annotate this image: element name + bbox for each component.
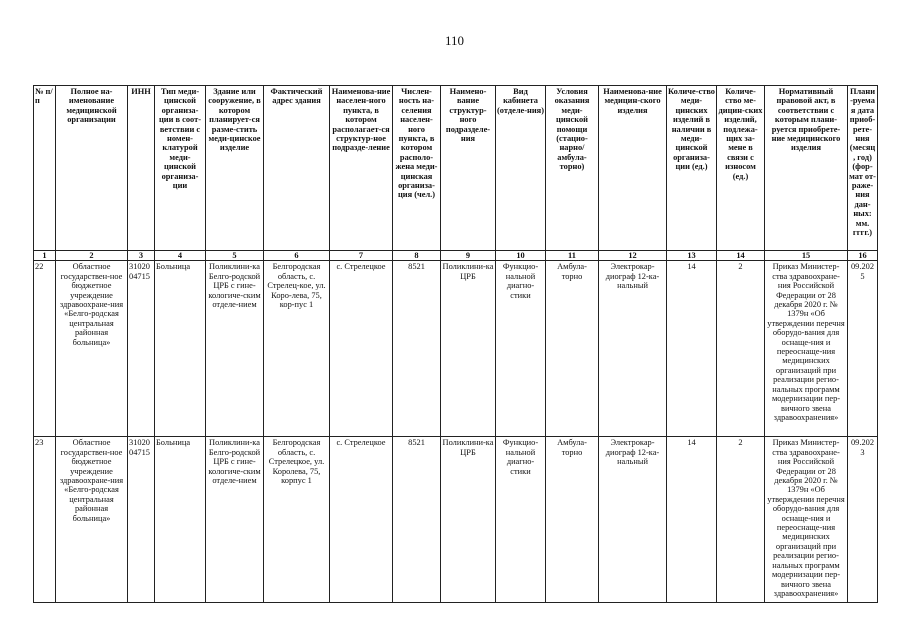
qty-replace: 2 <box>717 261 765 437</box>
header-cell: Наименова-ние медицин-ского изделия <box>599 86 667 251</box>
legal-act: Приказ Министер-ства здравоохране-ния Российской Федерации от 28 декабря 2020 г. № 1379н «Об утверждении перечня оборудо-вания для оснаще-ния и переоснаще-ния медицинских организаций при реализации регио-нальных программ модернизации пер-вичного звена здравоохранения» <box>765 261 848 437</box>
header-cell: Здание или сооружение, в котором планирует-ся разме-стить меди-цинское изделие <box>206 86 264 251</box>
settlement: с. Стрелецкое <box>330 437 393 603</box>
cabinet-type: Функцио-нальной диагно-стики <box>496 437 546 603</box>
header-cell: Наименова-ние населен-ного пункта, в котором располагает-ся структур-ное подразде-ление <box>330 86 393 251</box>
address: Белгородская область, с. Стрелец-кое, ул. Коро-лева, 75, кор-пус 1 <box>264 261 330 437</box>
column-number: 14 <box>717 251 765 261</box>
column-number: 7 <box>330 251 393 261</box>
row-number: 22 <box>34 261 56 437</box>
header-row <box>34 86 878 251</box>
care-conditions: Амбула-торно <box>546 261 599 437</box>
legal-act: Приказ Министер-ства здравоохране-ния Российской Федерации от 28 декабря 2020 г. № 1379н «Об утверждении перечня оборудо-вания для оснаще-ния и переоснаще-ния медицинских организаций при реализации регио-нальных программ модернизации пер-вичного звена здравоохранения» <box>765 437 848 603</box>
header-cell: Плани-руемая дата приоб-рете-ния (месяц, год) (фор-мат от-раже-ния дан-ных: мм. гггг.) <box>848 86 878 251</box>
column-number-row <box>34 251 878 261</box>
organization-type: Больница <box>155 261 206 437</box>
header-cell: Полное на-именование медицинской организации <box>56 86 128 251</box>
column-number: 1 <box>34 251 56 261</box>
header-cell: Нормативный правовой акт, в соответствии с которым плани-руется приобрете-ние медицинского изделия <box>765 86 848 251</box>
header-cell: Условия оказания меди-цинской помощи (стацио-нарно/ амбула-торно) <box>546 86 599 251</box>
table-row <box>34 437 878 603</box>
population: 8521 <box>393 261 441 437</box>
organization-type: Больница <box>155 437 206 603</box>
building: Поликлини-ка Белго-родской ЦРБ с гине-кологиче-ским отделе-нием <box>206 437 264 603</box>
page-number: 110 <box>445 33 465 48</box>
qty-available: 14 <box>667 261 717 437</box>
header-cell: ИНН <box>128 86 155 251</box>
column-number: 15 <box>765 251 848 261</box>
qty-replace: 2 <box>717 437 765 603</box>
inn: 31020 04715 <box>128 437 155 603</box>
settlement: с. Стрелецкое <box>330 261 393 437</box>
organization-name: Областное государствен-ное бюджетное учреждение здравоохране-ния «Белго-родская центральная районная больница» <box>56 437 128 603</box>
qty-available: 14 <box>667 437 717 603</box>
subdivision: Поликлини-ка ЦРБ <box>441 437 496 603</box>
header-cell: Количе-ство ме-дицин-ских изделий, подлежа-щих за-мене в связи с износом (ед.) <box>717 86 765 251</box>
cabinet-type: Функцио-нальной диагно-стики <box>496 261 546 437</box>
column-number: 9 <box>441 251 496 261</box>
column-number: 3 <box>128 251 155 261</box>
table-row <box>34 261 878 437</box>
column-number: 13 <box>667 251 717 261</box>
subdivision: Поликлини-ка ЦРБ <box>441 261 496 437</box>
row-number: 23 <box>34 437 56 603</box>
organization-name: Областное государствен-ное бюджетное учреждение здравоохране-ния «Белго-родская центральная районная больница» <box>56 261 128 437</box>
column-number: 6 <box>264 251 330 261</box>
inn: 31020 04715 <box>128 261 155 437</box>
column-number: 5 <box>206 251 264 261</box>
address: Белгородская область, с. Стрелецкое, ул. Королева, 75, корпус 1 <box>264 437 330 603</box>
header-cell: Фактический адрес здания <box>264 86 330 251</box>
header-cell: Вид кабинета (отделе-ния) <box>496 86 546 251</box>
planned-date: 09.2023 <box>848 437 878 603</box>
header-cell: № п/п <box>34 86 56 251</box>
building: Поликлини-ка Белго-родской ЦРБ с гине-кологиче-ским отделе-нием <box>206 261 264 437</box>
medical-device: Электрокар-диограф 12-ка-нальный <box>599 261 667 437</box>
column-number: 16 <box>848 251 878 261</box>
care-conditions: Амбула-торно <box>546 437 599 603</box>
column-number: 4 <box>155 251 206 261</box>
equipment-table <box>33 85 878 603</box>
population: 8521 <box>393 437 441 603</box>
column-number: 11 <box>546 251 599 261</box>
column-number: 8 <box>393 251 441 261</box>
header-cell: Тип меди-цинской организа-ции в соот-ветствии с номен-клатурой меди-цинской организа-ции <box>155 86 206 251</box>
header-cell: Числен-ность на-селения населен-ного пункта, в котором располо-жена меди-цинская организа-ция (чел.) <box>393 86 441 251</box>
medical-device: Электрокар-диограф 12-ка-нальный <box>599 437 667 603</box>
column-number: 12 <box>599 251 667 261</box>
header-cell: Количе-ство меди-цинских изделий в наличии в меди-цинской организа-ции (ед.) <box>667 86 717 251</box>
column-number: 2 <box>56 251 128 261</box>
planned-date: 09.2025 <box>848 261 878 437</box>
header-cell: Наимено-вание структур-ного подразделе-ния <box>441 86 496 251</box>
column-number: 10 <box>496 251 546 261</box>
